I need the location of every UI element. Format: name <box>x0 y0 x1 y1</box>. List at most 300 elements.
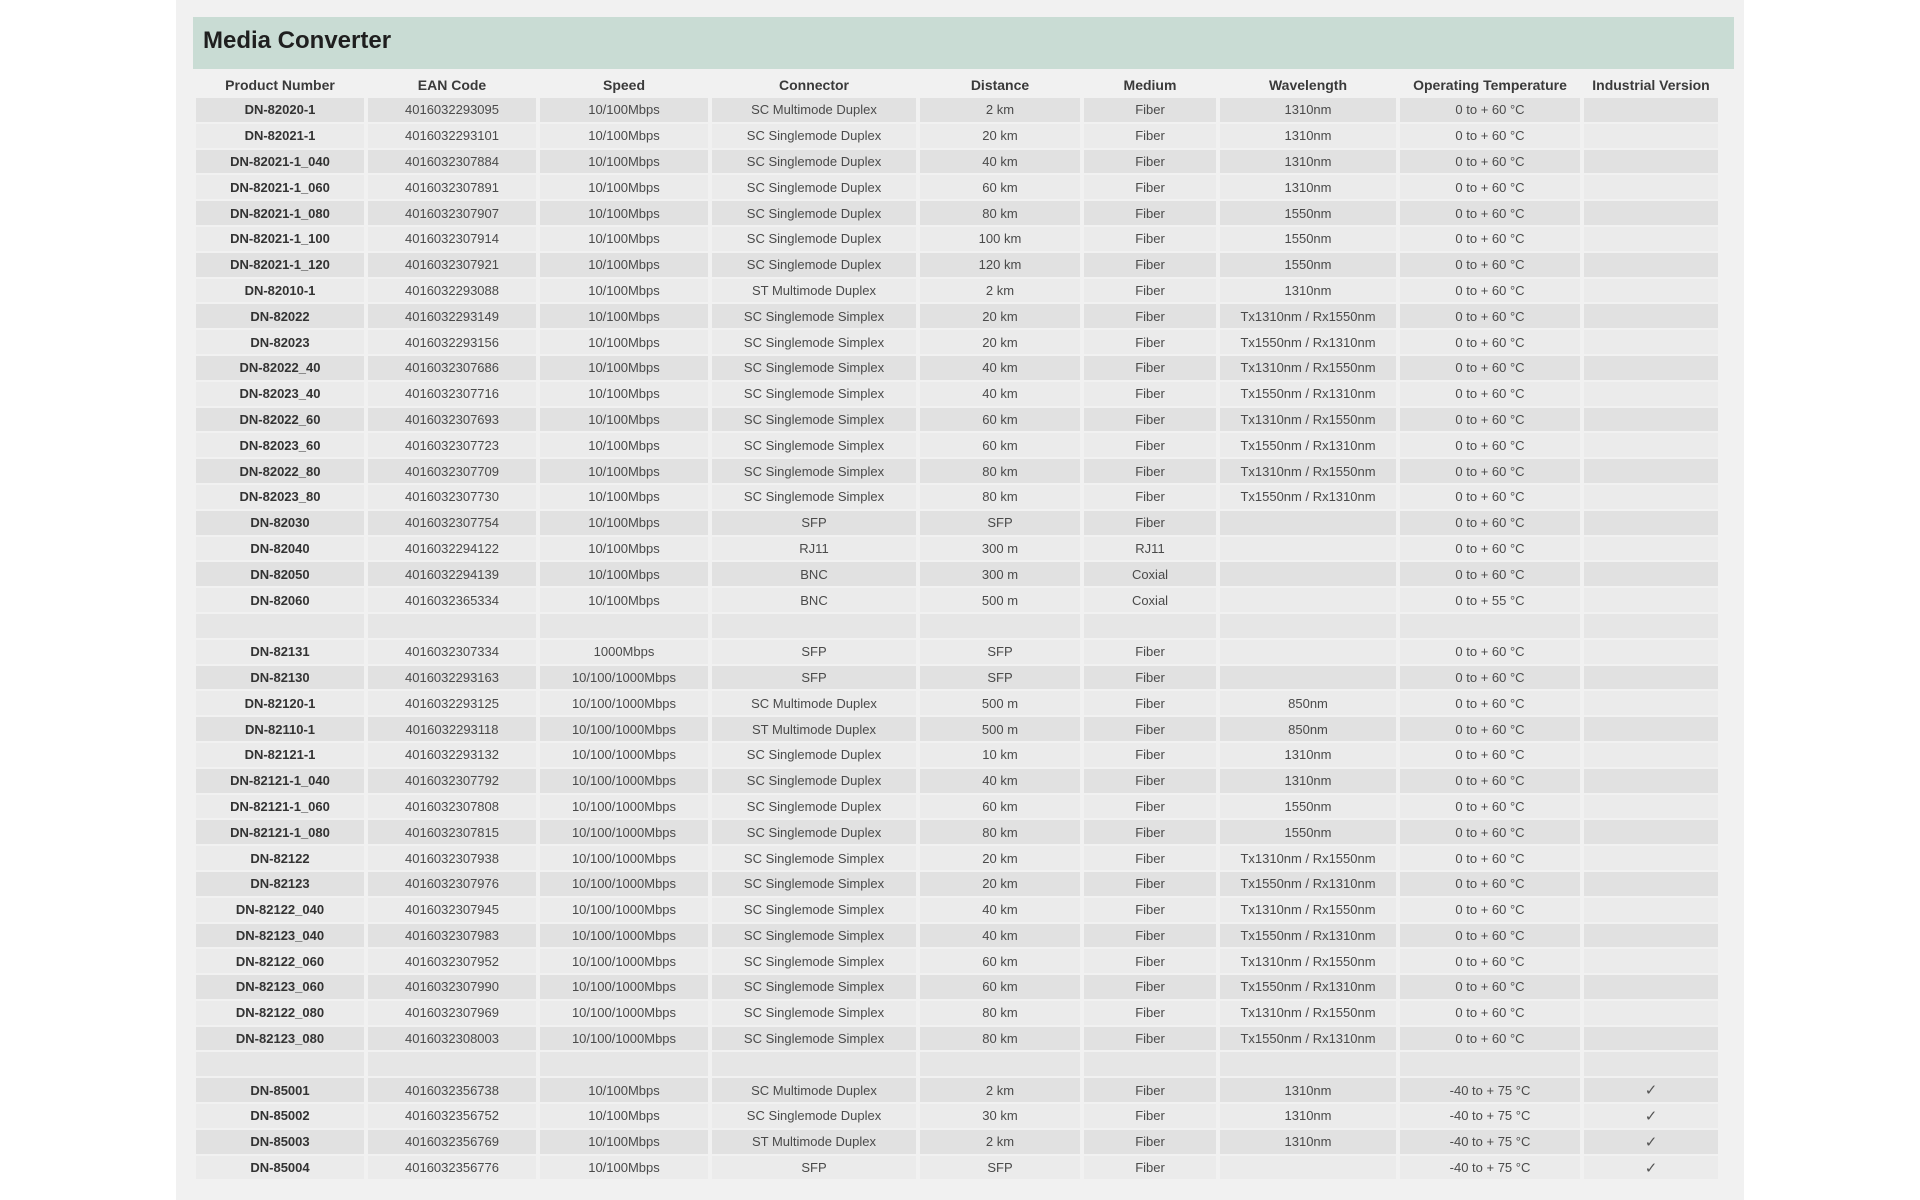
cell-operating-temperature: -40 to + 75 °C <box>1400 1104 1580 1128</box>
cell-speed: 10/100Mbps <box>540 330 708 354</box>
cell-speed: 10/100Mbps <box>540 485 708 509</box>
cell-ean-code: 4016032293163 <box>368 666 536 690</box>
cell-ean-code: 4016032307754 <box>368 511 536 535</box>
cell-connector: SC Singlemode Duplex <box>712 795 916 819</box>
cell-speed: 10/100Mbps <box>540 175 708 199</box>
cell-medium: Fiber <box>1084 743 1216 767</box>
page-title: Media Converter <box>203 27 392 54</box>
cell-operating-temperature: 0 to + 60 °C <box>1400 769 1580 793</box>
cell-industrial-version <box>1584 975 1718 999</box>
cell-operating-temperature: 0 to + 60 °C <box>1400 459 1580 483</box>
cell-connector: SC Singlemode Simplex <box>712 846 916 870</box>
column-header-speed: Speed <box>602 77 645 93</box>
table-row <box>196 330 1718 354</box>
cell-speed: 10/100Mbps <box>540 382 708 406</box>
table-row <box>196 279 1718 303</box>
cell-distance: 100 km <box>920 227 1080 251</box>
cell-industrial-version <box>1584 253 1718 277</box>
cell-distance: 40 km <box>920 924 1080 948</box>
cell-ean-code: 4016032293088 <box>368 279 536 303</box>
cell-medium: Fiber <box>1084 717 1216 741</box>
cell-medium: Fiber <box>1084 1130 1216 1154</box>
cell-medium: Fiber <box>1084 820 1216 844</box>
cell-industrial-version <box>1584 614 1718 638</box>
cell-medium: Fiber <box>1084 511 1216 535</box>
cell-ean-code: 4016032293149 <box>368 304 536 328</box>
cell-distance: 60 km <box>920 949 1080 973</box>
cell-distance: 80 km <box>920 1001 1080 1025</box>
table-body <box>196 98 1718 1179</box>
cell-connector: SFP <box>712 640 916 664</box>
table-row <box>196 201 1718 225</box>
cell-product-number: DN-82023_80 <box>196 485 364 509</box>
cell-distance: 60 km <box>920 433 1080 457</box>
cell-industrial-version <box>1584 1052 1718 1076</box>
cell-operating-temperature: 0 to + 60 °C <box>1400 330 1580 354</box>
cell-medium: Fiber <box>1084 175 1216 199</box>
cell-industrial-version <box>1584 459 1718 483</box>
cell-distance: 80 km <box>920 485 1080 509</box>
cell-industrial-version <box>1584 562 1718 586</box>
cell-ean-code: 4016032294122 <box>368 537 536 561</box>
cell-operating-temperature: 0 to + 60 °C <box>1400 433 1580 457</box>
table-row <box>196 175 1718 199</box>
cell-distance: 500 m <box>920 588 1080 612</box>
cell-industrial-version <box>1584 304 1718 328</box>
table-row <box>196 769 1718 793</box>
table-row <box>196 1104 1718 1128</box>
cell-distance: 40 km <box>920 150 1080 174</box>
cell-wavelength: Tx1550nm / Rx1310nm <box>1220 1027 1396 1051</box>
cell-operating-temperature: -40 to + 75 °C <box>1400 1156 1580 1180</box>
cell-product-number: DN-82021-1_060 <box>196 175 364 199</box>
cell-ean-code: 4016032307884 <box>368 150 536 174</box>
cell-medium: Fiber <box>1084 459 1216 483</box>
cell-distance: 10 km <box>920 743 1080 767</box>
cell-connector: SC Singlemode Simplex <box>712 382 916 406</box>
cell-wavelength <box>1220 537 1396 561</box>
cell-product-number: DN-82130 <box>196 666 364 690</box>
cell-product-number: DN-82060 <box>196 588 364 612</box>
column-header-distance: Distance <box>970 77 1030 93</box>
cell-ean-code: 4016032308003 <box>368 1027 536 1051</box>
cell-distance: 80 km <box>920 820 1080 844</box>
cell-industrial-version <box>1584 537 1718 561</box>
cell-medium: Fiber <box>1084 485 1216 509</box>
cell-operating-temperature: 0 to + 60 °C <box>1400 511 1580 535</box>
cell-product-number: DN-82050 <box>196 562 364 586</box>
cell-medium: Fiber <box>1084 124 1216 148</box>
cell-medium: Fiber <box>1084 898 1216 922</box>
cell-medium: Fiber <box>1084 330 1216 354</box>
cell-connector: SC Singlemode Simplex <box>712 898 916 922</box>
cell-speed: 10/100Mbps <box>540 588 708 612</box>
table-row <box>196 356 1718 380</box>
cell-industrial-version <box>1584 1001 1718 1025</box>
cell-speed <box>540 614 708 638</box>
cell-distance: SFP <box>920 1156 1080 1180</box>
cell-product-number: DN-82121-1_060 <box>196 795 364 819</box>
cell-connector: SC Multimode Duplex <box>712 1078 916 1102</box>
cell-medium: Fiber <box>1084 382 1216 406</box>
cell-operating-temperature: 0 to + 60 °C <box>1400 640 1580 664</box>
cell-connector: SC Singlemode Simplex <box>712 433 916 457</box>
cell-industrial-version <box>1584 795 1718 819</box>
table-row <box>196 98 1718 122</box>
cell-medium: Fiber <box>1084 433 1216 457</box>
cell-product-number: DN-82022_80 <box>196 459 364 483</box>
table-row <box>196 975 1718 999</box>
cell-speed: 10/100Mbps <box>540 150 708 174</box>
cell-wavelength: 850nm <box>1220 717 1396 741</box>
cell-industrial-version <box>1584 872 1718 896</box>
cell-ean-code: 4016032307969 <box>368 1001 536 1025</box>
cell-distance: 80 km <box>920 1027 1080 1051</box>
table-row <box>196 666 1718 690</box>
cell-connector: SC Singlemode Duplex <box>712 253 916 277</box>
cell-wavelength: 850nm <box>1220 691 1396 715</box>
cell-connector: SC Singlemode Simplex <box>712 304 916 328</box>
cell-speed: 10/100/1000Mbps <box>540 1027 708 1051</box>
cell-connector: SC Singlemode Duplex <box>712 201 916 225</box>
cell-ean-code: 4016032293132 <box>368 743 536 767</box>
cell-speed: 10/100/1000Mbps <box>540 949 708 973</box>
cell-medium: Fiber <box>1084 304 1216 328</box>
table-row <box>196 562 1718 586</box>
cell-operating-temperature: 0 to + 60 °C <box>1400 924 1580 948</box>
cell-speed: 10/100/1000Mbps <box>540 820 708 844</box>
cell-connector: SC Singlemode Duplex <box>712 820 916 844</box>
cell-operating-temperature: 0 to + 60 °C <box>1400 150 1580 174</box>
cell-connector: SC Singlemode Simplex <box>712 1001 916 1025</box>
cell-industrial-version <box>1584 485 1718 509</box>
table-row <box>196 433 1718 457</box>
cell-wavelength: Tx1310nm / Rx1550nm <box>1220 408 1396 432</box>
cell-speed: 10/100/1000Mbps <box>540 795 708 819</box>
cell-medium: Fiber <box>1084 1104 1216 1128</box>
cell-wavelength: Tx1310nm / Rx1550nm <box>1220 949 1396 973</box>
cell-connector: RJ11 <box>712 537 916 561</box>
cell-product-number: DN-82121-1 <box>196 743 364 767</box>
cell-industrial-version <box>1584 227 1718 251</box>
cell-product-number: DN-85003 <box>196 1130 364 1154</box>
table-row <box>196 227 1718 251</box>
cell-operating-temperature: 0 to + 60 °C <box>1400 975 1580 999</box>
cell-wavelength: Tx1310nm / Rx1550nm <box>1220 356 1396 380</box>
cell-product-number: DN-85001 <box>196 1078 364 1102</box>
cell-speed: 10/100Mbps <box>540 1104 708 1128</box>
cell-medium: Fiber <box>1084 949 1216 973</box>
cell-ean-code: 4016032307808 <box>368 795 536 819</box>
cell-wavelength: Tx1550nm / Rx1310nm <box>1220 924 1396 948</box>
cell-operating-temperature: -40 to + 75 °C <box>1400 1130 1580 1154</box>
cell-wavelength: 1550nm <box>1220 795 1396 819</box>
cell-ean-code: 4016032307730 <box>368 485 536 509</box>
cell-medium: Fiber <box>1084 795 1216 819</box>
cell-distance: 20 km <box>920 330 1080 354</box>
table-row <box>196 898 1718 922</box>
cell-ean-code: 4016032307952 <box>368 949 536 973</box>
table-row <box>196 743 1718 767</box>
cell-distance: 500 m <box>920 691 1080 715</box>
cell-medium: Coxial <box>1084 562 1216 586</box>
cell-speed: 10/100Mbps <box>540 433 708 457</box>
cell-product-number <box>196 614 364 638</box>
cell-connector: SC Singlemode Simplex <box>712 408 916 432</box>
cell-industrial-version <box>1584 898 1718 922</box>
cell-connector: SC Singlemode Duplex <box>712 175 916 199</box>
cell-product-number: DN-85004 <box>196 1156 364 1180</box>
column-header-product-number: Product Number <box>225 77 335 93</box>
cell-operating-temperature: 0 to + 60 °C <box>1400 1001 1580 1025</box>
cell-connector: ST Multimode Duplex <box>712 279 916 303</box>
cell-connector: SC Singlemode Simplex <box>712 924 916 948</box>
cell-operating-temperature: 0 to + 60 °C <box>1400 717 1580 741</box>
cell-speed: 10/100Mbps <box>540 1130 708 1154</box>
cell-industrial-version <box>1584 1027 1718 1051</box>
checkmark-icon: ✓ <box>1584 1104 1718 1128</box>
cell-product-number: DN-82122_080 <box>196 1001 364 1025</box>
cell-medium: Fiber <box>1084 769 1216 793</box>
cell-medium: Fiber <box>1084 356 1216 380</box>
cell-wavelength: Tx1310nm / Rx1550nm <box>1220 304 1396 328</box>
cell-medium: Fiber <box>1084 1078 1216 1102</box>
cell-wavelength: 1310nm <box>1220 769 1396 793</box>
checkmark-icon: ✓ <box>1584 1130 1718 1154</box>
table-row <box>196 382 1718 406</box>
cell-ean-code: 4016032307334 <box>368 640 536 664</box>
table-row <box>196 537 1718 561</box>
cell-medium: Fiber <box>1084 279 1216 303</box>
cell-speed: 10/100Mbps <box>540 1156 708 1180</box>
table-header-row <box>196 74 1718 96</box>
cell-speed: 10/100/1000Mbps <box>540 924 708 948</box>
cell-product-number <box>196 1052 364 1076</box>
cell-distance: 80 km <box>920 201 1080 225</box>
table-spacer-row <box>196 614 1718 638</box>
table-row <box>196 408 1718 432</box>
cell-distance: 20 km <box>920 872 1080 896</box>
cell-connector <box>712 1052 916 1076</box>
cell-product-number: DN-82121-1_080 <box>196 820 364 844</box>
cell-product-number: DN-82121-1_040 <box>196 769 364 793</box>
table-row <box>196 846 1718 870</box>
column-header-operating-temperature: Operating Temperature <box>1413 77 1567 93</box>
cell-connector: SC Singlemode Duplex <box>712 1104 916 1128</box>
cell-industrial-version <box>1584 949 1718 973</box>
cell-distance: 2 km <box>920 1130 1080 1154</box>
cell-wavelength: 1310nm <box>1220 279 1396 303</box>
cell-operating-temperature: 0 to + 60 °C <box>1400 485 1580 509</box>
cell-operating-temperature: 0 to + 60 °C <box>1400 795 1580 819</box>
column-header-medium: Medium <box>1123 77 1177 93</box>
column-header-connector: Connector <box>779 77 849 93</box>
cell-wavelength <box>1220 1052 1396 1076</box>
cell-product-number: DN-82022_40 <box>196 356 364 380</box>
cell-product-number: DN-82122_040 <box>196 898 364 922</box>
cell-wavelength <box>1220 562 1396 586</box>
cell-distance: 30 km <box>920 1104 1080 1128</box>
cell-distance: 20 km <box>920 304 1080 328</box>
cell-ean-code: 4016032293125 <box>368 691 536 715</box>
cell-medium: Fiber <box>1084 1027 1216 1051</box>
cell-product-number: DN-82120-1 <box>196 691 364 715</box>
cell-product-number: DN-82020-1 <box>196 98 364 122</box>
table-row <box>196 872 1718 896</box>
cell-ean-code: 4016032307907 <box>368 201 536 225</box>
cell-ean-code: 4016032307945 <box>368 898 536 922</box>
cell-wavelength <box>1220 511 1396 535</box>
cell-distance: SFP <box>920 640 1080 664</box>
cell-wavelength: 1310nm <box>1220 1078 1396 1102</box>
cell-industrial-version <box>1584 433 1718 457</box>
cell-connector: SC Singlemode Simplex <box>712 949 916 973</box>
cell-product-number: DN-82021-1_080 <box>196 201 364 225</box>
cell-distance: 60 km <box>920 175 1080 199</box>
cell-ean-code: 4016032307990 <box>368 975 536 999</box>
cell-industrial-version <box>1584 717 1718 741</box>
cell-distance: 2 km <box>920 98 1080 122</box>
cell-wavelength: Tx1550nm / Rx1310nm <box>1220 485 1396 509</box>
table-row <box>196 1027 1718 1051</box>
cell-connector: SFP <box>712 511 916 535</box>
cell-speed: 1000Mbps <box>540 640 708 664</box>
cell-operating-temperature: 0 to + 60 °C <box>1400 279 1580 303</box>
cell-product-number: DN-82022_60 <box>196 408 364 432</box>
table-row <box>196 485 1718 509</box>
cell-medium: Fiber <box>1084 846 1216 870</box>
cell-wavelength: 1310nm <box>1220 743 1396 767</box>
cell-wavelength: Tx1550nm / Rx1310nm <box>1220 433 1396 457</box>
cell-wavelength: Tx1550nm / Rx1310nm <box>1220 872 1396 896</box>
cell-speed: 10/100/1000Mbps <box>540 846 708 870</box>
cell-speed: 10/100Mbps <box>540 562 708 586</box>
cell-ean-code: 4016032307693 <box>368 408 536 432</box>
cell-distance: 40 km <box>920 898 1080 922</box>
cell-wavelength: Tx1550nm / Rx1310nm <box>1220 975 1396 999</box>
cell-connector: SC Singlemode Duplex <box>712 150 916 174</box>
table-row <box>196 924 1718 948</box>
cell-speed: 10/100/1000Mbps <box>540 743 708 767</box>
cell-operating-temperature: 0 to + 60 °C <box>1400 124 1580 148</box>
cell-ean-code: 4016032307938 <box>368 846 536 870</box>
cell-operating-temperature: 0 to + 60 °C <box>1400 872 1580 896</box>
cell-operating-temperature: 0 to + 60 °C <box>1400 949 1580 973</box>
cell-connector: SC Singlemode Simplex <box>712 459 916 483</box>
cell-ean-code: 4016032365334 <box>368 588 536 612</box>
cell-distance <box>920 1052 1080 1076</box>
cell-medium: Fiber <box>1084 666 1216 690</box>
cell-wavelength: Tx1550nm / Rx1310nm <box>1220 382 1396 406</box>
cell-distance: 60 km <box>920 795 1080 819</box>
cell-ean-code <box>368 614 536 638</box>
cell-medium: Fiber <box>1084 1156 1216 1180</box>
cell-ean-code: 4016032307976 <box>368 872 536 896</box>
cell-product-number: DN-82123 <box>196 872 364 896</box>
cell-ean-code: 4016032356769 <box>368 1130 536 1154</box>
cell-industrial-version <box>1584 330 1718 354</box>
cell-connector <box>712 614 916 638</box>
cell-industrial-version <box>1584 769 1718 793</box>
cell-wavelength: Tx1310nm / Rx1550nm <box>1220 846 1396 870</box>
cell-distance: 20 km <box>920 846 1080 870</box>
cell-connector: SC Singlemode Simplex <box>712 330 916 354</box>
cell-distance <box>920 614 1080 638</box>
cell-wavelength: 1310nm <box>1220 150 1396 174</box>
cell-speed: 10/100Mbps <box>540 124 708 148</box>
cell-operating-temperature: 0 to + 60 °C <box>1400 820 1580 844</box>
cell-wavelength: Tx1310nm / Rx1550nm <box>1220 898 1396 922</box>
table-row <box>196 717 1718 741</box>
cell-speed: 10/100Mbps <box>540 201 708 225</box>
cell-operating-temperature: 0 to + 60 °C <box>1400 304 1580 328</box>
cell-speed: 10/100Mbps <box>540 459 708 483</box>
cell-operating-temperature: 0 to + 60 °C <box>1400 227 1580 251</box>
cell-wavelength: 1310nm <box>1220 1130 1396 1154</box>
cell-speed: 10/100Mbps <box>540 408 708 432</box>
cell-product-number: DN-82122 <box>196 846 364 870</box>
cell-connector: SC Singlemode Duplex <box>712 743 916 767</box>
cell-wavelength: 1310nm <box>1220 175 1396 199</box>
cell-operating-temperature: 0 to + 60 °C <box>1400 691 1580 715</box>
cell-industrial-version <box>1584 691 1718 715</box>
cell-medium: Fiber <box>1084 98 1216 122</box>
cell-connector: BNC <box>712 562 916 586</box>
cell-product-number: DN-82122_060 <box>196 949 364 973</box>
cell-connector: BNC <box>712 588 916 612</box>
cell-industrial-version <box>1584 511 1718 535</box>
cell-medium: Fiber <box>1084 150 1216 174</box>
table-row <box>196 691 1718 715</box>
cell-medium <box>1084 1052 1216 1076</box>
cell-operating-temperature: 0 to + 60 °C <box>1400 537 1580 561</box>
cell-ean-code: 4016032307709 <box>368 459 536 483</box>
cell-ean-code <box>368 1052 536 1076</box>
cell-wavelength <box>1220 614 1396 638</box>
cell-connector: SFP <box>712 1156 916 1180</box>
cell-distance: 40 km <box>920 769 1080 793</box>
cell-connector: SC Singlemode Duplex <box>712 769 916 793</box>
cell-product-number: DN-82010-1 <box>196 279 364 303</box>
cell-operating-temperature: 0 to + 60 °C <box>1400 666 1580 690</box>
cell-distance: 2 km <box>920 1078 1080 1102</box>
cell-product-number: DN-85002 <box>196 1104 364 1128</box>
cell-medium: Fiber <box>1084 408 1216 432</box>
cell-ean-code: 4016032293101 <box>368 124 536 148</box>
cell-connector: SC Singlemode Simplex <box>712 356 916 380</box>
cell-operating-temperature: 0 to + 60 °C <box>1400 898 1580 922</box>
table-row <box>196 1001 1718 1025</box>
cell-operating-temperature: 0 to + 60 °C <box>1400 201 1580 225</box>
cell-industrial-version <box>1584 820 1718 844</box>
cell-speed <box>540 1052 708 1076</box>
cell-product-number: DN-82030 <box>196 511 364 535</box>
cell-medium: Coxial <box>1084 588 1216 612</box>
cell-speed: 10/100/1000Mbps <box>540 717 708 741</box>
media-converter-table <box>192 72 1722 1181</box>
cell-industrial-version <box>1584 846 1718 870</box>
cell-distance: 80 km <box>920 459 1080 483</box>
cell-distance: 60 km <box>920 975 1080 999</box>
table-row <box>196 820 1718 844</box>
cell-connector: SFP <box>712 666 916 690</box>
cell-connector: SC Singlemode Simplex <box>712 485 916 509</box>
cell-ean-code: 4016032307914 <box>368 227 536 251</box>
cell-operating-temperature: 0 to + 55 °C <box>1400 588 1580 612</box>
table-row <box>196 795 1718 819</box>
cell-product-number: DN-82040 <box>196 537 364 561</box>
cell-medium: RJ11 <box>1084 537 1216 561</box>
